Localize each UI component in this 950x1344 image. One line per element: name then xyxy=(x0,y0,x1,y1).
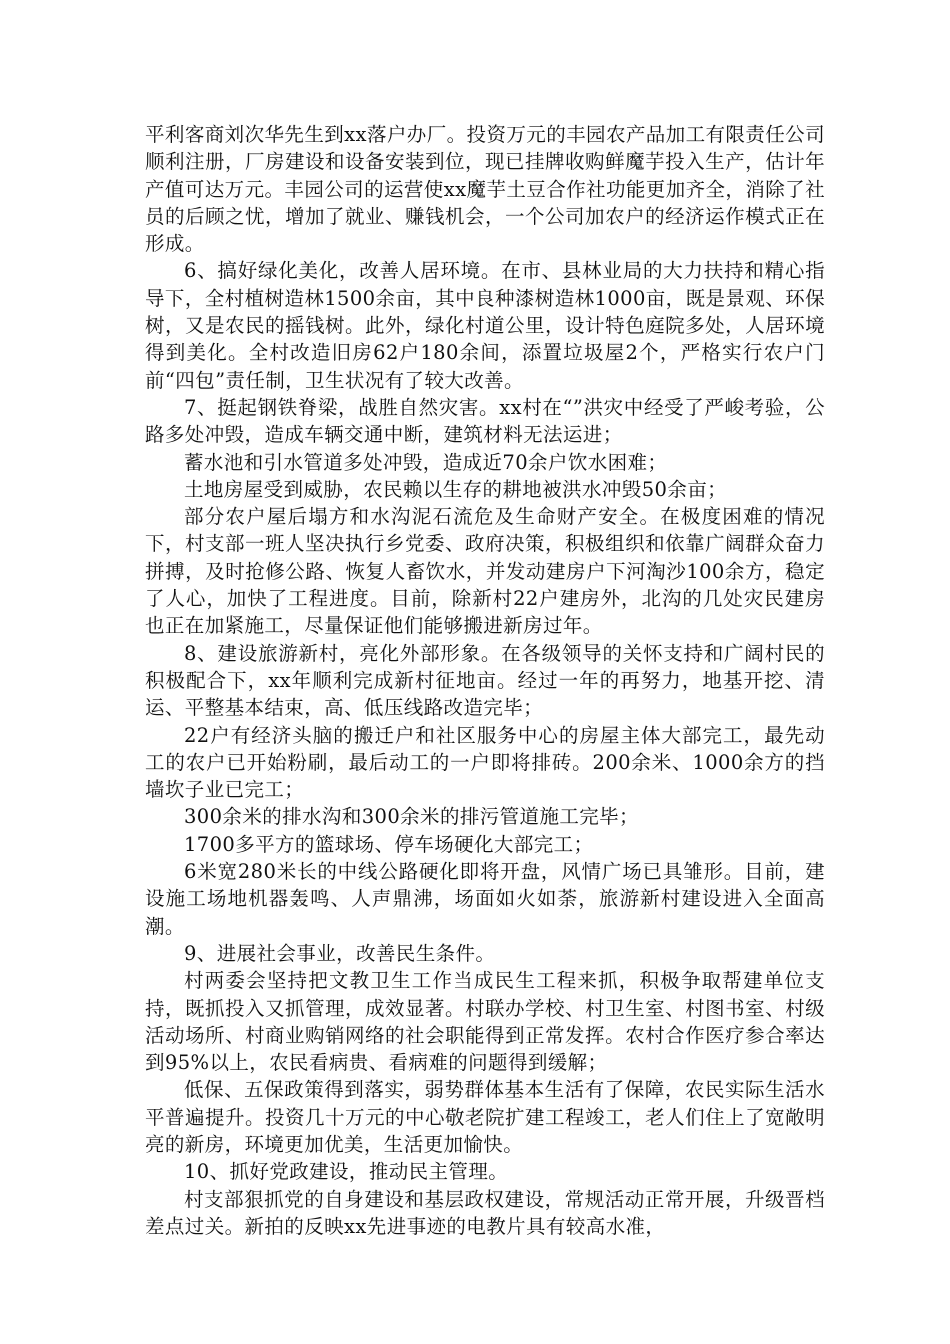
paragraph-8: 22户有经济头脑的搬迁户和社区服务中心的房屋主体大部完工，最先动工的农户已开始粉刷，最后动工的一户即将排砖。200余米、1000余方的挡墙坎子业已完工； xyxy=(145,723,825,802)
paragraph-15: 10、抓好党政建设，推动民主管理。 xyxy=(184,1160,509,1184)
paragraph-4: 蓄水池和引水管道多处冲毁，造成近70余户饮水困难； xyxy=(184,450,668,474)
paragraph-6: 部分农户屋后塌方和水沟泥石流危及生命财产安全。在极度困难的情况下，村支部一班人坚决执行乡党委、政府决策，积极组织和依靠广阔群众奋力拼搏，及时抢修公路、恢复人畜饮水，并发动建房户下河淘沙100余方，稳定了人心，加快了工程进度。目前，除新村22户建房外，北沟的几处灾民建房也正在加紧施工，尽量保证他们能够搬进新房过年。 xyxy=(145,505,825,638)
paragraph-7: 8、建设旅游新村，亮化外部形象。在各级领导的关怀支持和广阔村民的积极配合下，xx年顺利完成新村征地亩。经过一年的再努力，地基开挖、清运、平整基本结束，高、低压线路改造完毕； xyxy=(145,641,825,720)
paragraph-13: 村两委会坚持把文教卫生工作当成民生工程来抓，积极争取帮建单位支持，既抓投入又抓管理，成效显著。村联办学校、村卫生室、村图书室、村级活动场所、村商业购销网络的社会职能得到正常发挥。农村合作医疗参合率达到95%以上，农民看病贵、看病难的问题得到缓解； xyxy=(145,969,825,1075)
paragraph-10: 1700多平方的篮球场、停车场硬化大部完工； xyxy=(184,832,594,856)
paragraph-16: 村支部狠抓党的自身建设和基层政权建设，常规活动正常开展，升级晋档差点过关。新拍的反映xx先进事迹的电教片具有较高水准， xyxy=(145,1187,825,1238)
paragraph-5: 土地房屋受到威胁，农民赖以生存的耕地被洪水冲毁50余亩； xyxy=(184,477,728,501)
paragraph-14: 低保、五保政策得到落实，弱势群体基本生活有了保障，农民实际生活水平普遍提升。投资几十万元的中心敬老院扩建工程竣工，老人们住上了宽敞明亮的新房，环境更加优美，生活更加愉快。 xyxy=(145,1078,825,1156)
paragraph-12: 9、进展社会事业，改善民生条件。 xyxy=(184,941,496,965)
document-body xyxy=(145,121,825,1240)
paragraph-9: 300余米的排水沟和300余米的排污管道施工完毕； xyxy=(184,805,639,829)
paragraph-1: 平利客商刘次华先生到xx落户办厂。投资万元的丰园农产品加工有限责任公司顺利注册，厂房建设和设备安装到位，现已挂牌收购鲜魔芋投入生产，估计年产值可达万元。丰园公司的运营使xx魔芋土豆合作社功能更加齐全，消除了社员的后顾之忧，增加了就业、赚钱机会，一个公司加农户的经济运作模式正在形成。 xyxy=(145,123,825,256)
paragraph-2: 6、搞好绿化美化，改善人居环境。在市、县林业局的大力扶持和精心指导下，全村植树造林1500余亩，其中良种漆树造林1000亩，既是景观、环保树，又是农民的摇钱树。此外，绿化村道公里，设计特色庭院多处，人居环境得到美化。全村改造旧房62户180余间，添置垃圾屋2个，严格实行农户门前“四包”责任制，卫生状况有了较大改善。 xyxy=(145,259,825,392)
paragraph-11: 6米宽280米长的中线公路硬化即将开盘，风情广场已具雏形。目前，建设施工场地机器轰鸣、人声鼎沸，场面如火如荼，旅游新村建设进入全面高潮。 xyxy=(145,860,825,938)
paragraph-3: 7、挺起钢铁脊梁，战胜自然灾害。xx村在“”洪灾中经受了严峻考验，公路多处冲毁，造成车辆交通中断，建筑材料无法运进； xyxy=(145,395,825,447)
